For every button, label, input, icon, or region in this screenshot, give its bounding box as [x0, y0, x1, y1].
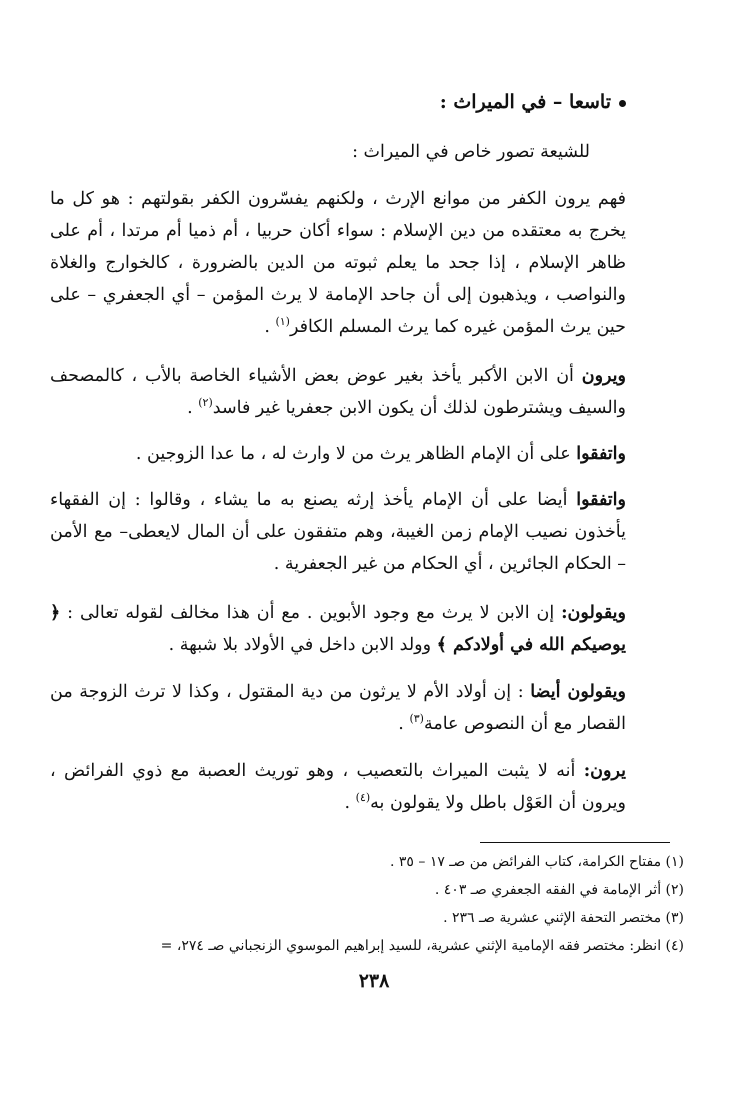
paragraph-imam-share: واتفقوا أيضا على أن الإمام يأخذ إرثه يصنع به ما يشاء ، وقالوا : إن الفقهاء يأخذون نصيب الإمام زمن الغيبة، وهم متفقون على أن المال لايعطى– مع الأمن – الحكام الجائرين ، أي الحكام من غير الجعفرية .: [50, 490, 626, 574]
section-heading: [440, 87, 626, 117]
footnote-4: (٤) انظر: مختصر فقه الإمامية الإثني عشرية، للسيد إبراهيم الموسوي الزنجباني صـ ٢٧٤، =: [160, 938, 684, 954]
paragraph-lead: ويقولون أيضا: [530, 682, 626, 702]
paragraph-lead: واتفقوا: [576, 444, 626, 464]
paragraph-lead: يرون:: [583, 761, 626, 781]
page-number: ٢٣٨: [358, 970, 390, 992]
footnote-ref-3[interactable]: (٣): [409, 712, 424, 726]
footnotes: [40, 848, 684, 960]
paragraph-mother-children: ويقولون أيضا : إن أولاد الأم لا يرثون من دية المقتول ، وكذا لا ترث الزوجة من القصار مع أن النصوص عامة$^{(٣)}$ .: [50, 682, 626, 734]
paragraph-intro: للشيعة تصور خاص في الميراث :: [352, 142, 590, 162]
paragraph-lead: ويرون: [581, 366, 626, 386]
footnote-ref-1[interactable]: (١): [275, 315, 290, 329]
footnote-divider: [480, 842, 670, 843]
paragraph-disbelief: فهم يرون الكفر من موانع الإرث ، ولكنهم يفسّرون الكفر بقولتهم : هو كل ما يخرج به معتقده من دين الإسلام : سواء أكان حربيا ، أم ذميا أم مرتدا ، أم على ظاهر الإسلام ، إذا جحد ما يعلم ثبوته من الدين بالضرورة ، كالخوارج والغلاة والنواصب ، ويذهبون إلى أن جاحد الإمامة لا يرث المؤمن – أي الجعفري – على حين يرث المؤمن غيره كما يرث المسلم الكافر$^{(١)}$ .: [50, 189, 626, 337]
paragraph-lead: ويقولون:: [561, 603, 626, 623]
footnote-ref-2[interactable]: (٢): [198, 396, 213, 410]
bullet-icon: [619, 100, 626, 107]
footnote-ref-4[interactable]: (٤): [355, 791, 371, 805]
paragraph-lead: واتفقوا: [576, 490, 626, 510]
footnote-2: (٢) أثر الإمامة في الفقه الجعفري صـ ٤٠٣ .: [434, 882, 684, 898]
paragraph-imam-inherits: واتفقوا على أن الإمام الظاهر يرث من لا وارث له ، ما عدا الزوجين .: [135, 444, 626, 464]
paragraph-eldest-son: ويرون أن الابن الأكبر يأخذ بغير عوض بعض الأشياء الخاصة بالأب ، كالمصحف والسيف ويشترطون لذلك أن يكون الابن جعفريا غير فاسد$^{(٢)}$ .: [50, 366, 626, 418]
section-heading-text: تاسعا – في الميراث :: [439, 91, 611, 113]
quran-quote: ﴿ يوصيكم الله في أولادكم ﴾: [50, 603, 626, 655]
footnote-3: (٣) مختصر التحفة الإثني عشرية صـ ٢٣٦ .: [443, 910, 684, 926]
footnote-1: (١) مفتاح الكرامة، كتاب الفرائض من صـ ١٧ – ٣٥ .: [389, 854, 684, 870]
paragraph-son-parents: ويقولون: إن الابن لا يرث مع وجود الأبوين . مع أن هذا مخالف لقوله تعالى : ﴿ يوصيكم الله في أولادكم ﴾ وولد الابن داخل في الأولاد بلا شبهة .: [50, 603, 626, 655]
paragraph-tasib: يرون: أنه لا يثبت الميراث بالتعصيب ، وهو توريث العصبة مع ذوي الفرائض ، ويرون أن العَوْل باطل ولا يقولون به$^{(٤)}$ .: [50, 761, 626, 813]
